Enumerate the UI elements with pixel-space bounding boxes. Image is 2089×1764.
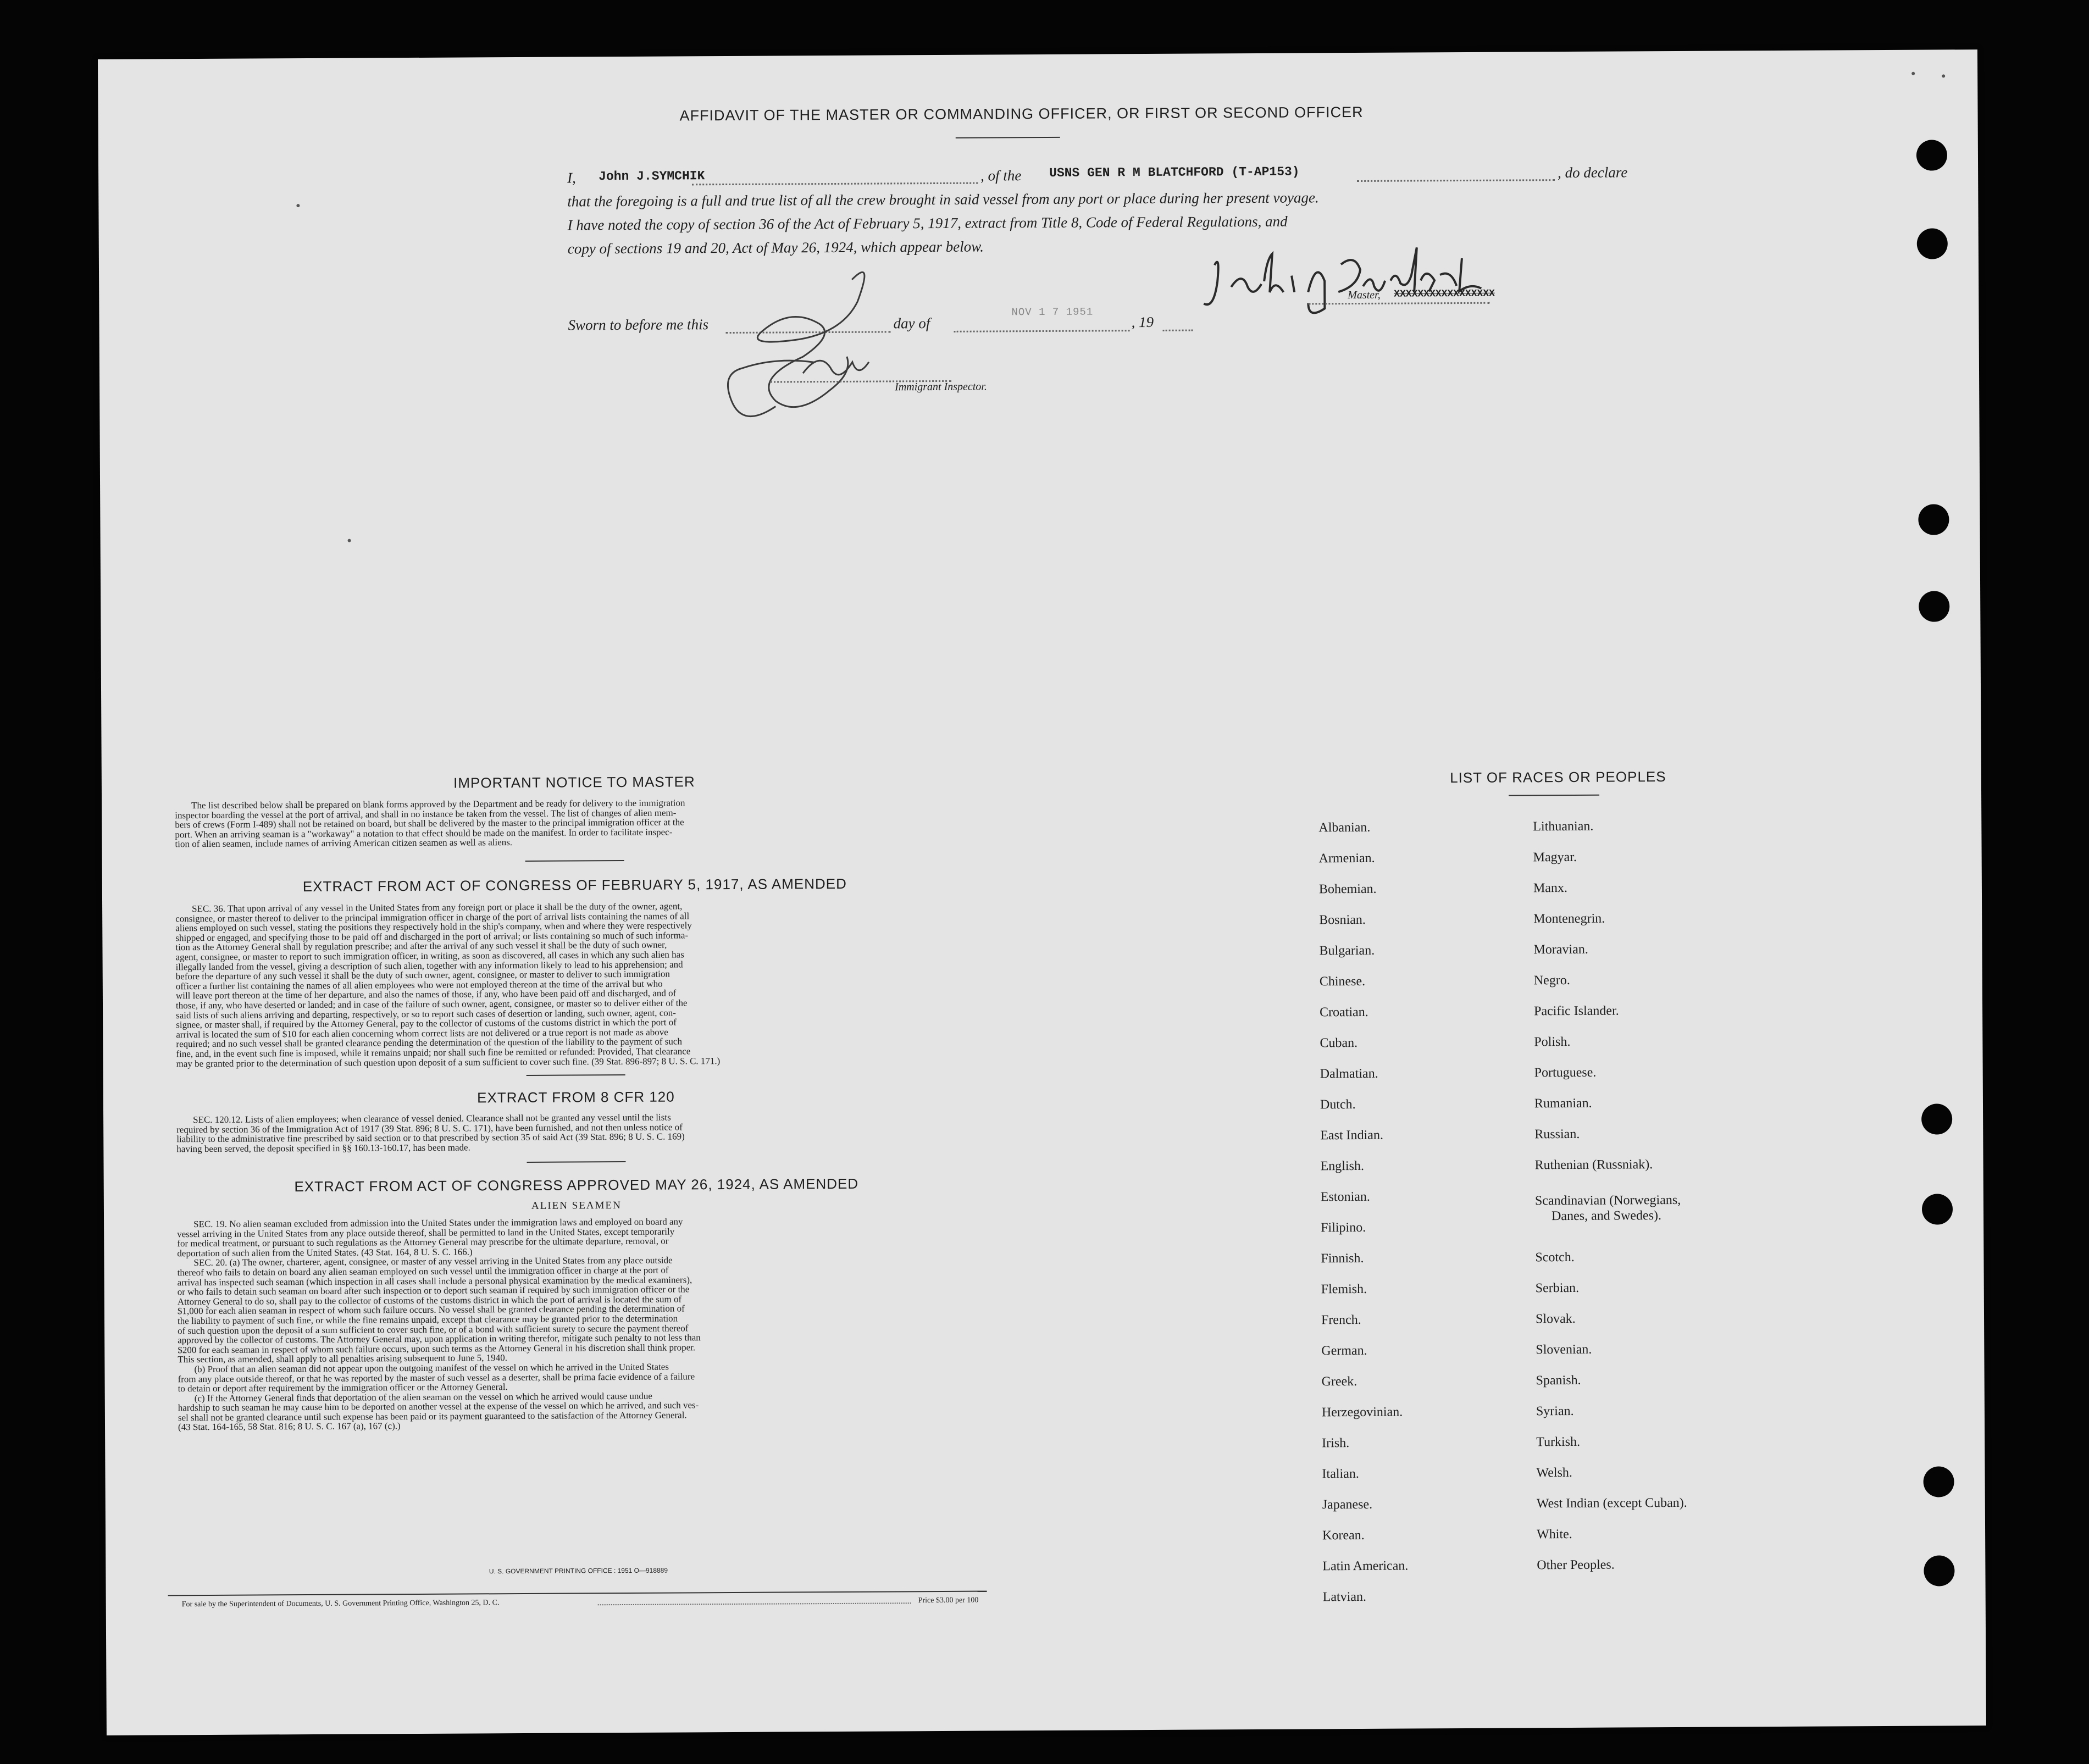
race-item: Ruthenian (Russniak). [1534, 1157, 1653, 1173]
race-item: Welsh. [1536, 1465, 1572, 1480]
cfr-line: SEC. 120.12. Lists of alien employees; when clearance of vessel denied. Clearance shall not be granted any vessel until the lists [193, 1112, 671, 1125]
cfr-line: required by section 36 of the Immigration Act of 1917 (39 Stat. 896; 8 U. S. C. 171), have been furnished, and not then unless notice of [176, 1122, 683, 1135]
race-item: Slovenian. [1536, 1342, 1592, 1357]
affidavit-title: AFFIDAVIT OF THE MASTER OR COMMANDING OFFICER, OR FIRST OR SECOND OFFICER [679, 103, 1364, 124]
notice-line: The list described below shall be prepared on blank forms approved by the Department and be ready for delivery to the immigration [191, 797, 685, 811]
title-rule [956, 137, 1060, 138]
extract-1924-line: SEC. 19. No alien seaman excluded from admission into the United States under the immigration laws and employed on board any [193, 1216, 683, 1230]
extract-1924-line: $1,000 for each alien seaman in respect of whom such failure occurs. No vessel shall be granted clearance pending the determination of [177, 1303, 685, 1317]
race-item: Rumanian. [1534, 1096, 1592, 1111]
race-item: Finnish. [1321, 1251, 1364, 1266]
extract-1924-line: (b) Proof that an alien seaman did not appear upon the outgoing manifest of the vessel on which he arrived in the United States [194, 1361, 669, 1375]
race-item: Negro. [1533, 973, 1570, 988]
race-item: Croatian. [1320, 1005, 1368, 1020]
punch-hole [1917, 228, 1948, 259]
extract-1924-line: for medical treatment, or pursuant to such regulations as the Attorney General may prescribe for the ultimate departure, removal, or [177, 1235, 669, 1249]
extract-1917-line: required; and no such vessel shall be granted clearance pending the determination of the question of the liability to the payment of such [176, 1036, 682, 1050]
speck [296, 204, 300, 207]
extract-1917-line: before the departure of any such vessel it shall be the duty of such owner, agent, consignee, or master to deliver to such immigration [175, 968, 670, 982]
day-label: day of [893, 315, 930, 332]
document-page [98, 49, 1986, 1735]
race-item: Herzegovinian. [1321, 1405, 1403, 1420]
extract-1924-line: Attorney General to do so, shall pay to the collector of customs of the customs district in which the port of arrival is located the sum of [177, 1294, 682, 1307]
race-item: East Indian. [1320, 1128, 1383, 1143]
race-item: English. [1320, 1158, 1364, 1174]
section-rule [527, 1161, 626, 1163]
extract-1917-line: shipped or engaged, and specifying those to be paid off and discharged in the port of arrival; or lists containing so much of such informa- [175, 930, 689, 944]
race-item: Bulgarian. [1319, 943, 1375, 958]
extract-1917-line: agent, consignee, or master to report to such immigration officer, in writing, as soon as discovered, all cases in which any such alien has [175, 949, 684, 963]
section-rule [525, 860, 624, 862]
do-declare-label: , do declare [1558, 164, 1628, 181]
race-item: Cuban. [1320, 1036, 1358, 1051]
extract-1924-line: thereof who fails to detain on board any alien seaman employed on such vessel until the immigration officer in charge at the port of [177, 1264, 669, 1278]
extract-1924-line: or who fails to detain such seaman on board after such inspection or to deport such seaman if required by such immigration officer or the [177, 1284, 690, 1297]
cfr-line: liability to the administrative fine prescribed by said section or to that prescribed by section 35 of said Act (39 Stat. 896; 8 U. S. C. 169) [176, 1131, 685, 1145]
extract-1917-title: EXTRACT FROM ACT OF CONGRESS OF FEBRUARY 5, 1917, AS AMENDED [302, 875, 847, 895]
extract-1924-line: of such question upon the deposit of a sum sufficient to cover such fine, or of a bond with sufficient surety to secure the payment thereof [178, 1322, 689, 1336]
extract-1917-line: SEC. 36. That upon arrival of any vessel in the United States from any foreign port or place it shall be the duty of the owner, agent, [192, 901, 683, 914]
race-item: Magyar. [1533, 850, 1577, 865]
race-item: Japanese. [1322, 1497, 1373, 1512]
dotted-line [1163, 330, 1193, 331]
cfr-line: having been served, the deposit specified in §§ 160.13-160.17, has been made. [176, 1142, 470, 1155]
extract-1924-line: sel shall not be granted clearance until such expense has been paid or its payment guaranteed to the satisfaction of the Attorney General. [178, 1410, 687, 1423]
race-item: Slovak. [1535, 1311, 1576, 1327]
vessel-name-value: USNS GEN R M BLATCHFORD (T-AP153) [1049, 164, 1300, 180]
race-item: Danes, and Swedes). [1551, 1208, 1662, 1224]
extract-1924-line: deportation of such alien from the United States. (43 Stat. 164, 8 U. S. C. 166.) [177, 1246, 473, 1259]
notice-line: inspector boarding the vessel at the port of arrival, and shall in no instance be taken from the vessel. The list of changes of alien mem- [175, 807, 677, 820]
races-title: LIST OF RACES OR PEOPLES [1450, 768, 1666, 786]
date-stamp: NOV 1 7 1951 [1011, 306, 1094, 319]
race-item: Portuguese. [1534, 1065, 1597, 1080]
race-item: Albanian. [1318, 820, 1371, 835]
extract-1924-title: EXTRACT FROM ACT OF CONGRESS APPROVED MAY 26, 1924, AS AMENDED [294, 1175, 859, 1195]
extract-1924-line: vessel arriving in the United States from any place outside thereof, shall be permitted to land in the United States, except temporarily [177, 1226, 675, 1239]
race-item: Italian. [1322, 1467, 1359, 1482]
extract-1917-line: tion as the Attorney General shall by regulation prescribe; and after the arrival of any such vessel it shall be the duty of such owner, [175, 939, 667, 953]
year-label: , 19 [1131, 313, 1154, 331]
extract-1924-subtitle: ALIEN SEAMEN [531, 1200, 622, 1212]
extract-1917-line: signee, or master shall, if required by the Attorney General, pay to the collector of customs of the customs district in which the port of [176, 1017, 677, 1030]
race-item: Irish. [1322, 1436, 1350, 1451]
speck [348, 539, 351, 542]
race-item: French. [1321, 1312, 1361, 1328]
extract-1924-line: to detain or deport after requirement by the immigration officer or the Attorney General. [178, 1382, 508, 1394]
punch-hole [1921, 1103, 1952, 1134]
punch-hole [1924, 1555, 1954, 1586]
extract-1924-line: SEC. 20. (a) The owner, charterer, agent, consignee, or master of any vessel arriving in the United States from any place outside [193, 1255, 673, 1268]
race-item: Manx. [1533, 881, 1568, 896]
extract-1924-line: (43 Stat. 164-165, 58 Stat. 816; 8 U. S. C. 167 (a), 167 (c).) [178, 1421, 401, 1433]
dotted-line [954, 330, 1130, 332]
race-item: Pacific Islander. [1534, 1003, 1619, 1019]
extract-1917-line: may be granted prior to the determination of such question upon deposit of a sum sufficient to cover such fine. (39 Stat. 896-897; 8 U. S. C. 171.) [176, 1055, 721, 1069]
cfr-body [176, 1111, 979, 1154]
race-item: Lithuanian. [1533, 819, 1594, 834]
race-item: West Indian (except Cuban). [1536, 1495, 1687, 1511]
notice-body [175, 797, 977, 849]
extract-1917-line: arrival is located the sum of $10 for each alien concerning whom correct lists are not delivered or a true report is not made as above [176, 1027, 668, 1040]
inspector-signature [709, 263, 941, 445]
of-the-label: , of the [980, 167, 1022, 184]
race-item: Latin American. [1322, 1558, 1409, 1574]
affidavit-line-2: that the foregoing is a full and true list of all the crew brought in said vessel from any port or place during her present voyage. [567, 189, 1319, 210]
race-item: White. [1537, 1527, 1572, 1542]
race-item: Syrian. [1536, 1404, 1574, 1419]
race-item: German. [1321, 1343, 1367, 1358]
race-item: Filipino. [1321, 1220, 1366, 1235]
race-item: Spanish. [1536, 1373, 1581, 1388]
printing-office-imprint: U. S. GOVERNMENT PRINTING OFFICE : 1951 O—918889 [489, 1566, 668, 1576]
speck [1911, 72, 1915, 75]
affidavit-line-4: copy of sections 19 and 20, Act of May 26, 1924, which appear below. [567, 238, 984, 257]
race-item: Greek. [1321, 1374, 1357, 1389]
extract-1917-line: officer a further list containing the names of all alien employees who were not employed thereon at the time of the arrival but who [175, 978, 663, 992]
race-item: Montenegrin. [1533, 911, 1605, 927]
master-signature [1198, 242, 1506, 326]
master-struck-title: XXXXXXXXXXXXXXXXX [1394, 288, 1495, 300]
extract-1924-line: approved by the collector of customs. The Attorney General may, upon application in writing therefor, mitigate such penalty to not less than [178, 1332, 701, 1346]
footer-dot-leader [598, 1602, 911, 1605]
punch-hole [1923, 1466, 1954, 1497]
extract-1917-line: will leave port thereon at the time of her departure, and also the names of those, if any, who have been paid off and discharged, and of [175, 988, 677, 1001]
extract-1917-line: those, if any, who have deserted or landed; and in case of the failure of such owner, agent, consignee, or master so to deliver either of the [175, 997, 688, 1011]
race-item: Flemish. [1321, 1282, 1367, 1297]
dotted-line [692, 182, 978, 186]
extract-1917-line: consignee, or master thereof to deliver to the principal immigration officer in charge of the port of arrival lists containing the names of all [175, 910, 690, 924]
notice-line: bers of crews (Form I-489) shall not be retained on board, but shall be delivered by the master to the principal immigration officer at the [175, 817, 684, 830]
extract-1924-line: from any place outside thereof, or that he was reported by the master of such vessel as a deserter, shall be prima facie evidence of a failure [178, 1371, 695, 1384]
extract-1924-line: $200 for each seaman in respect of whom such failure occurs, upon such terms as the Attorney General in his discretion shall think proper. [178, 1342, 696, 1355]
punch-hole [1919, 591, 1949, 622]
race-item: Scandinavian (Norwegians, [1534, 1192, 1681, 1208]
notice-title: IMPORTANT NOTICE TO MASTER [453, 773, 695, 791]
inspector-label: Immigrant Inspector. [895, 380, 987, 393]
extract-1917-line: said lists of such aliens arriving and departing, respectively, or so to report such cases of desertion or landing, such owner, agent, con- [176, 1007, 676, 1020]
race-item: Turkish. [1536, 1434, 1581, 1450]
cfr-title: EXTRACT FROM 8 CFR 120 [477, 1088, 675, 1106]
extract-1924-line: arrival has inspected such seaman (which inspection in all cases shall include a personal physical examination by the medical examiners), [177, 1274, 692, 1288]
extract-1917-body [175, 900, 979, 1069]
master-label: Master, [1348, 289, 1381, 302]
footer-sale-text: For sale by the Superintendent of Documents, U. S. Government Printing Office, Washington 25, D. C. [181, 1599, 500, 1609]
punch-hole [1918, 504, 1949, 535]
extract-1917-line: aliens employed on such vessel, stating the positions they respectively hold in the ship's company, when and where they were respectively [175, 920, 692, 934]
sworn-label: Sworn to before me this [568, 316, 709, 334]
extract-1924-line: (c) If the Attorney General finds that deportation of the alien seaman on the vessel on which he arrived would cause undue [194, 1390, 653, 1404]
i-label: I, [567, 169, 576, 186]
master-name-value: John J.SYMCHIK [599, 169, 705, 184]
race-item: Other Peoples. [1537, 1557, 1615, 1573]
footer-rule [168, 1591, 987, 1596]
extract-1917-line: fine, and, in the event such fine is imposed, while it remains unpaid; nor shall such fine be remitted or refunded: Provided, That clearance [176, 1046, 691, 1059]
extract-1917-line: illegally landed from the vessel, giving a description of such alien, together with any information likely to lead to his apprehension; and [175, 959, 683, 972]
race-item: Armenian. [1318, 851, 1375, 866]
punch-hole [1916, 140, 1947, 170]
race-item: Estonian. [1320, 1189, 1370, 1205]
races-title-rule [1509, 795, 1599, 796]
race-item: Russian. [1534, 1127, 1580, 1142]
race-item: Korean. [1322, 1528, 1365, 1543]
race-item: Polish. [1534, 1034, 1571, 1050]
race-item: Chinese. [1319, 974, 1366, 989]
race-item: Moravian. [1533, 942, 1588, 957]
race-item: Bohemian. [1318, 881, 1377, 897]
notice-line: port. When an arriving seaman is a "workaway" a notation to that effect should be made on the manifest. In order to facilitate inspec- [175, 826, 673, 840]
race-item: Serbian. [1535, 1280, 1580, 1296]
notice-line: tion of alien seamen, include names of arriving American citizen seamen as well as aliens. [175, 837, 513, 850]
extract-1924-line: hardship to such seaman he may cause him to be deported on another vessel at the expense of the vessel on which he arrived, and such ves- [178, 1400, 699, 1413]
affidavit-line-3: I have noted the copy of section 36 of the Act of February 5, 1917, extract from Title 8, Code of Federal Regulations, and [567, 213, 1288, 234]
race-item: Dutch. [1320, 1097, 1356, 1112]
speck [1942, 74, 1945, 77]
race-item: Bosnian. [1319, 912, 1366, 928]
punch-hole [1922, 1194, 1953, 1224]
dotted-line [1357, 179, 1555, 182]
extract-1924-line: the liability to payment of such fine, or while the fine remains unpaid, except that clearance may be granted prior to the determination [177, 1313, 678, 1327]
section-rule [527, 1074, 625, 1076]
extract-1924-line: This section, as amended, shall apply to all penalties arising subsequent to June 5, 1940. [178, 1352, 508, 1365]
extract-1924-body [177, 1216, 986, 1433]
race-item: Latvian. [1322, 1589, 1367, 1605]
race-item: Scotch. [1535, 1250, 1575, 1265]
footer-price-text: Price $3.00 per 100 [918, 1596, 979, 1605]
race-item: Dalmatian. [1320, 1066, 1378, 1081]
